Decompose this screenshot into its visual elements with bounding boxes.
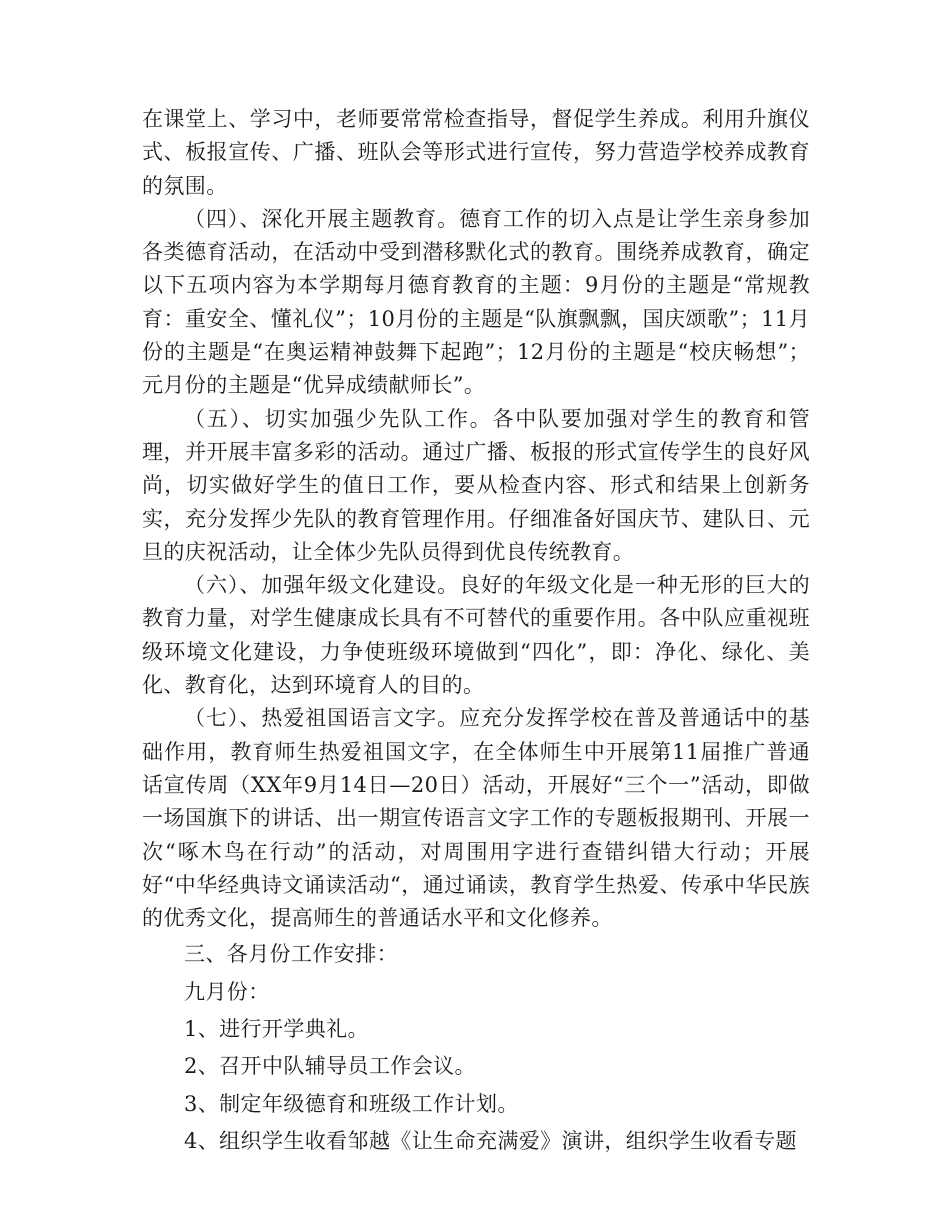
paragraph-theme-education: （四）、深化开展主题教育。德育工作的切入点是让学生亲身参加各类德育活动，在活动中受到潜移默化式的教育。围绕养成教育，确定以下五项内容为本学期每月德育教育的主题：9月份的主题是“常规教育：重安全、懂礼仪”；10月份的主题是“队旗飘飘，国庆颂歌”；11月份的主题是“在奥运精神鼓舞下起跑”；12月份的主题是“校庆畅想”；元月份的主题是“优异成绩献师长”。 (142, 206, 810, 398)
paragraph-continuation: 在课堂上、学习中，老师要常常检查指导，督促学生养成。利用升旗仪式、板报宣传、广播、班队会等形式进行宣传，努力营造学校养成教育的氛围。 (142, 107, 810, 198)
list-item: 3、制定年级德育和班级工作计划。 (184, 1091, 519, 1116)
list-item: 1、进行开学典礼。 (184, 1017, 369, 1042)
document-body (142, 103, 810, 1158)
section-heading: 三、各月份工作安排： (184, 942, 398, 967)
month-heading: 九月份： (184, 979, 270, 1004)
paragraph-grade-culture: （六）、加强年级文化建设。良好的年级文化是一种无形的巨大的教育力量，对学生健康成长具有不可替代的重要作用。各中队应重视班级环境文化建设，力争使班级环境做到“四化”，即：净化、绿化、美化、教育化，达到环境育人的目的。 (142, 573, 810, 698)
list-item: 4、组织学生收看邹越《让生命充满爱》演讲，组织学生收看专题 (184, 1128, 797, 1153)
paragraph-young-pioneers: （五）、切实加强少先队工作。各中队要加强对学生的教育和管理，并开展丰富多彩的活动。通过广播、板报的形式宣传学生的良好风尚，切实做好学生的值日工作，要从检查内容、形式和结果上创新务实，充分发挥少先队的教育管理作用。仔细准备好国庆节、建队日、元旦的庆祝活动，让全体少先队员得到优良传统教育。 (142, 406, 810, 564)
paragraph-language: （七）、热爱祖国语言文字。应充分发挥学校在普及普通话中的基础作用，教育师生热爱祖国文字，在全体师生中开展第11届推广普通话宣传周（XX年9月14日—20日）活动，开展好“三个一”活动，即做一场国旗下的讲话、出一期宣传语言文字工作的专题板报期刊、开展一次“啄木鸟在行动”的活动，对周围用字进行查错纠错大行动；开展好“中华经典诗文诵读活动“，通过诵读，教育学生热爱、传承中华民族的优秀文化，提高师生的普通话水平和文化修养。 (142, 706, 810, 931)
list-item: 2、召开中队辅导员工作会议。 (184, 1054, 476, 1079)
